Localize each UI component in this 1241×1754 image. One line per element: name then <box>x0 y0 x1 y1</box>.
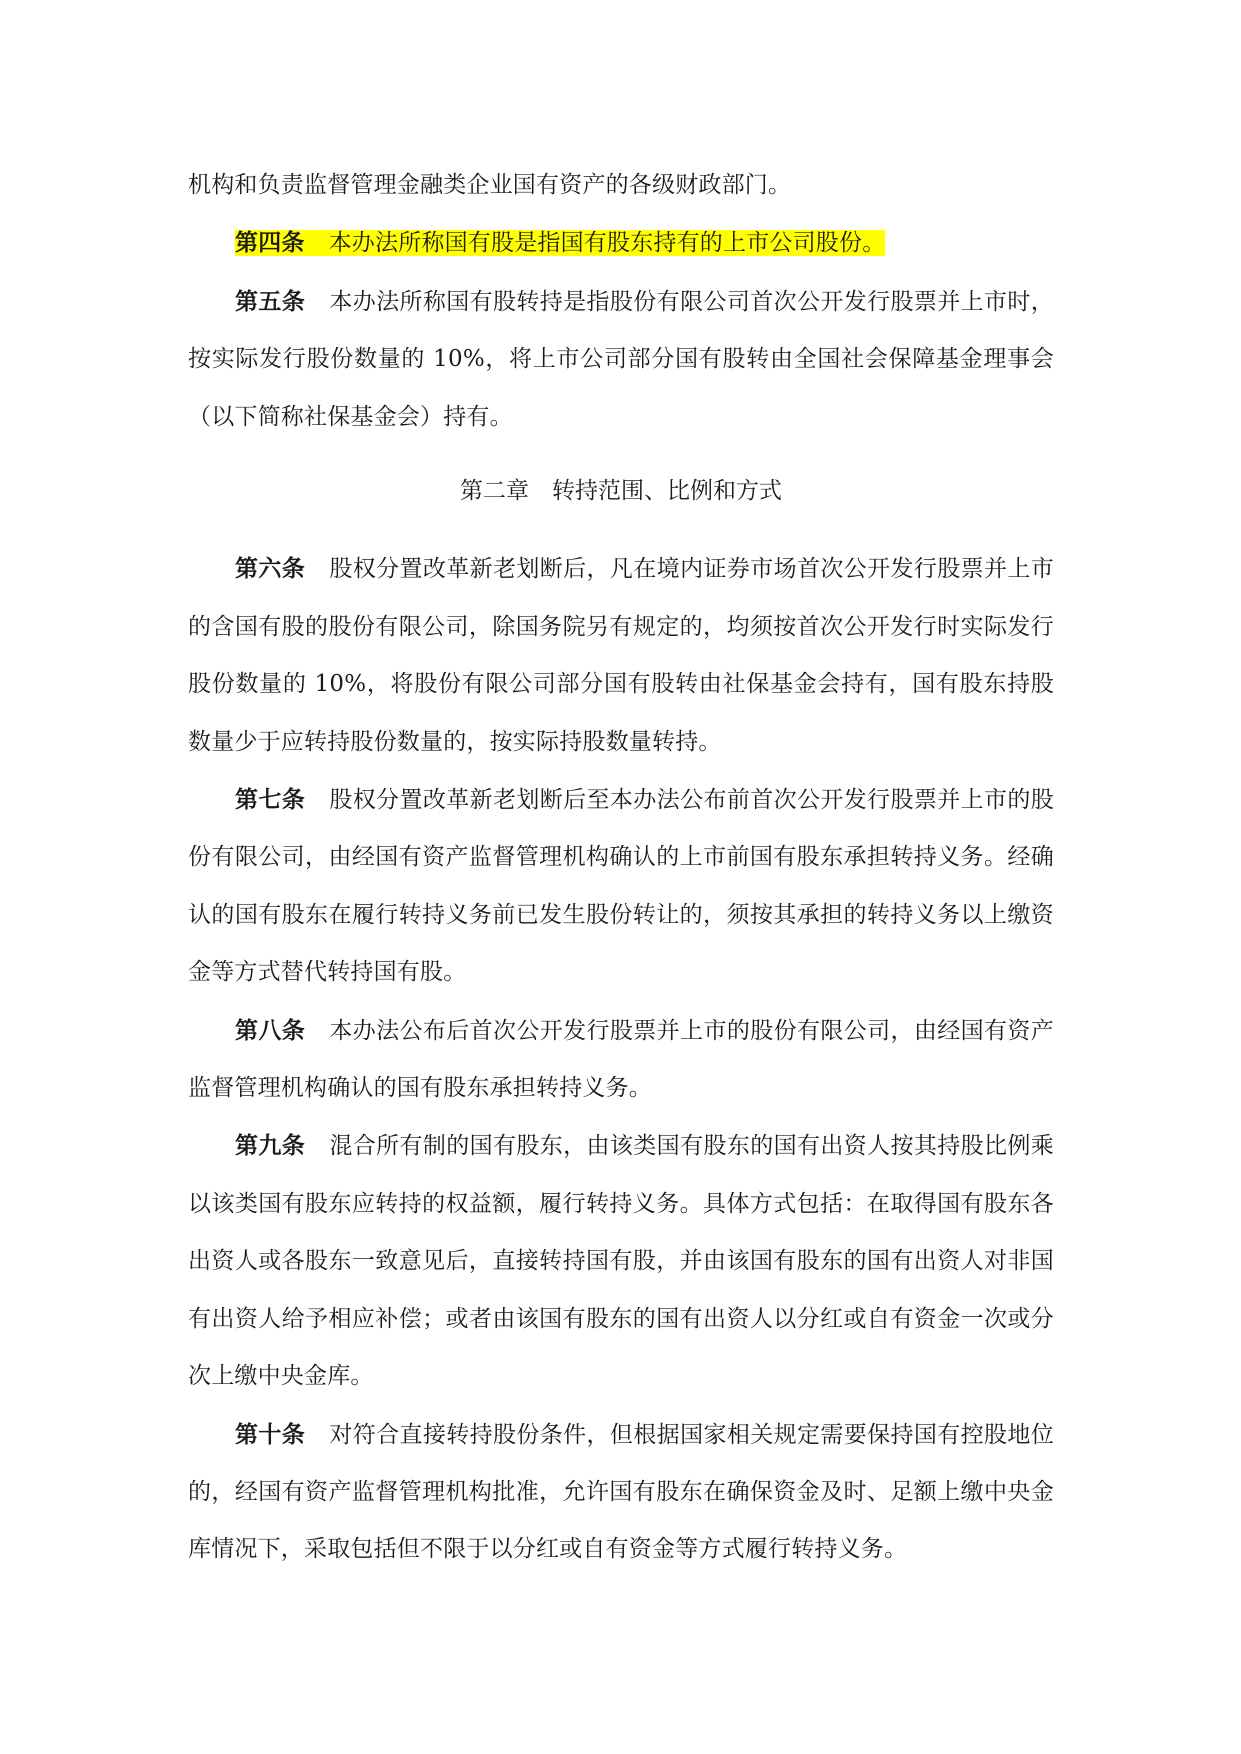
article-paragraph <box>188 273 1054 446</box>
article-text: 本办法公布后首次公开发行股票并上市的股份有限公司，由经国有资产监督管理机构确认的国有股东承担转持义务。 <box>188 1017 1054 1102</box>
article-text: 股权分置改革新老划断后，凡在境内证券市场首次公开发行股票并上市的含国有股的股份有限公司，除国务院另有规定的，均须按首次公开发行时实际发行股份数量的 10%，将股份有限公司部分国有股转由社保基金会持有，国有股东持股数量少于应转持股份数量的，按实际持股数量转持。 <box>188 556 1054 755</box>
article-text: 本办法所称国有股是指国有股东持有的上市公司股份。 <box>328 230 886 257</box>
highlighted-article <box>235 230 885 256</box>
article-paragraph <box>188 1002 1054 1118</box>
article-number: 第十条 <box>235 1420 306 1448</box>
article-paragraph <box>188 214 1054 272</box>
article-text: 股权分置改革新老划断后至本办法公布前首次公开发行股票并上市的股份有限公司，由经国有资产监督管理机构确认的上市前国有股东承担转持义务。经确认的国有股东在履行转持义务前已发生股份转让的，须按其承担的转持义务以上缴资金等方式替代转持国有股。 <box>188 787 1054 986</box>
article-paragraph <box>188 771 1054 1002</box>
article-paragraph <box>188 1117 1054 1405</box>
article-number: 第九条 <box>235 1132 306 1160</box>
article-number: 第七条 <box>235 786 306 814</box>
article-number: 第六条 <box>235 555 306 583</box>
chapter-heading: 第二章 转持范围、比例和方式 <box>460 478 782 505</box>
article-number: 第五条 <box>235 287 306 315</box>
article-text: 混合所有制的国有股东，由该类国有股东的国有出资人按其持股比例乘以该类国有股东应转持的权益额，履行转持义务。具体方式包括：在取得国有股东各出资人或各股东一致意见后，直接转持国有股，并由该国有股东的国有出资人对非国有出资人给予相应补偿；或者由该国有股东的国有出资人以分红或自有资金一次或分次上缴中央金库。 <box>188 1133 1054 1390</box>
article-text: 本办法所称国有股转持是指股份有限公司首次公开发行股票并上市时，按实际发行股份数量的 10%，将上市公司部分国有股转由全国社会保障基金理事会（以下简称社保基金会）持有。 <box>188 288 1054 430</box>
article-paragraph <box>188 540 1054 771</box>
lead-paragraph: 机构和负责监督管理金融类企业国有资产的各级财政部门。 <box>188 172 792 198</box>
article-text: 对符合直接转持股份条件，但根据国家相关规定需要保持国有控股地位的，经国有资产监督管理机构批准，允许国有股东在确保资金及时、足额上缴中央金库情况下，采取包括但不限于以分红或自有资金等方式履行转持义务。 <box>188 1421 1054 1563</box>
document-body <box>188 157 1054 1579</box>
article-number: 第四条 <box>235 229 305 257</box>
article-paragraph <box>188 1406 1054 1579</box>
article-number: 第八条 <box>235 1016 306 1044</box>
